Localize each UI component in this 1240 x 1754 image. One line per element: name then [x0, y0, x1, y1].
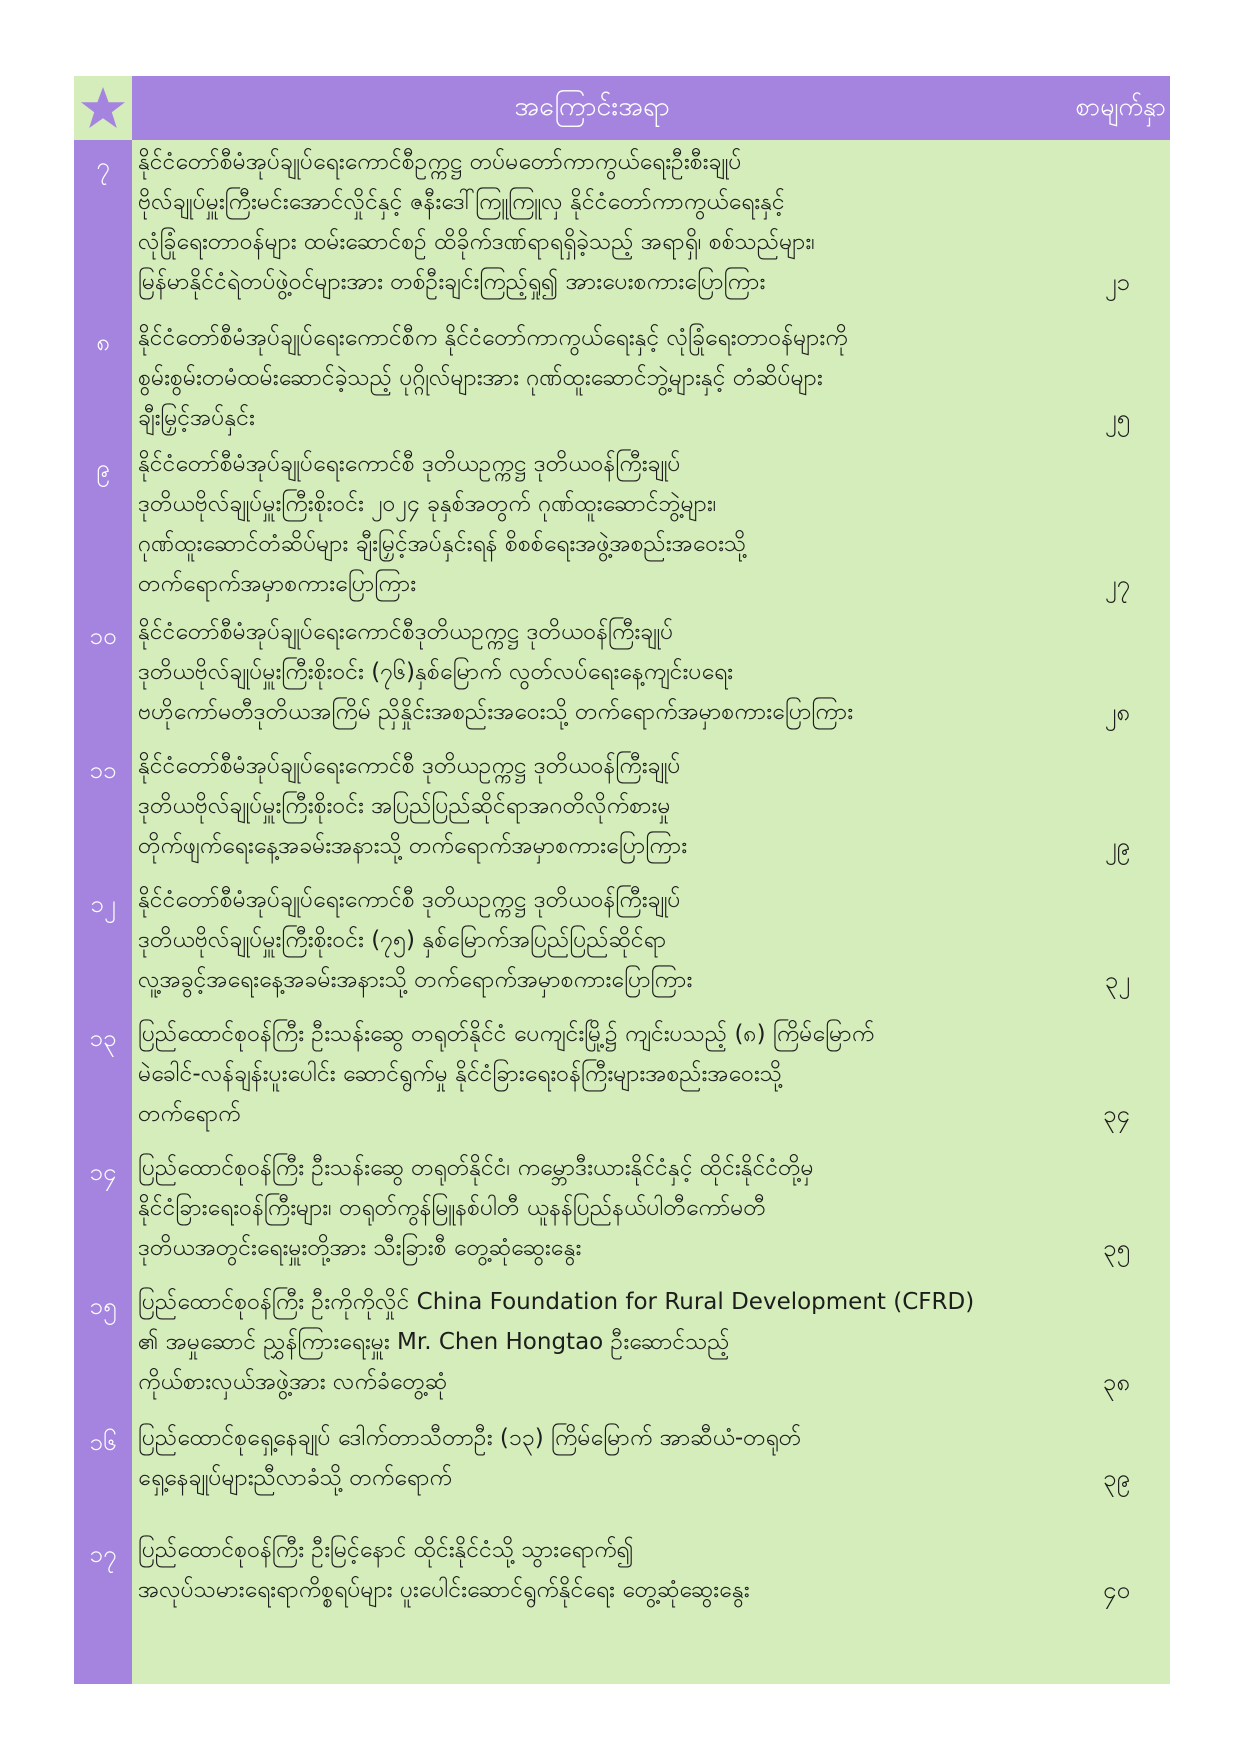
entry-title [138, 142, 1058, 302]
entry-title [138, 1282, 1058, 1402]
toc-entries [74, 140, 1170, 1684]
entry-title [138, 746, 1058, 866]
entry-title-line: လူ့အခွင့်အရေးနေ့အခမ်းအနားသို့ တက်ရောက်အမှာစကားပြောကြား [138, 967, 693, 993]
entry-title-line: ဗဟိုကော်မတီဒုတိယအကြိမ် ညှိနှိုင်းအစည်းအဝေးသို့ တက်ရောက်အမှာစကားပြောကြား [138, 699, 854, 725]
entry-title-line: တက်ရောက်အမှာစကားပြောကြား [138, 571, 417, 597]
entry-title-line: နိုင်ငံတော်စီမံအုပ်ချုပ်ရေးကောင်စီ ဒုတိယဥက္ကဋ္ဌ ဒုတိယဝန်ကြီးချုပ် [138, 753, 681, 779]
entry-title-line: ဗိုလ်ချုပ်မှူးကြီးမင်းအောင်လှိုင်နှင့် ဇနီးဒေါ်ကြူကြူလှ နိုင်ငံတော်ကာကွယ်ရေးနှင့် [138, 189, 785, 215]
entry-title-line: တက်ရောက် [138, 1101, 241, 1127]
entry-page-number: ၂၈ [1104, 698, 1130, 726]
entry-title [138, 318, 1058, 438]
entry-number: ၉ [96, 454, 110, 482]
entry-title-line: မဲခေါင်-လန်ချန်းပူးပေါင်း ဆောင်ရွက်မှု နိုင်ငံခြားရေးဝန်ကြီးများအစည်းအဝေးသို့ [138, 1061, 782, 1087]
entry-number: ၁၅ [89, 1292, 117, 1320]
entry-title-line: စွမ်းစွမ်းတမံထမ်းဆောင်ခဲ့သည့် ပုဂ္ဂိုလ်များအား ဂုဏ်ထူးဆောင်ဘွဲ့များနှင့် တံဆိပ်များ [138, 365, 823, 391]
entry-title-line: ပြည်ထောင်စုဝန်ကြီး ဦးသန်းဆွေ တရုတ်နိုင်ငံ ပေကျင်းမြို့၌ ကျင်းပသည့် (၈) ကြိမ်မြောက် [138, 1021, 875, 1047]
table-of-contents [74, 76, 1170, 1684]
entry-title-line: အလုပ်သမားရေးရာကိစ္စရပ်များ ပူးပေါင်းဆောင်ရွက်နိုင်ရေး တွေ့ဆုံဆွေးနွေး [138, 1577, 750, 1603]
entry-title-line: ဂုဏ်ထူးဆောင်တံဆိပ်များ ချီးမြှင့်အပ်နှင်းရန် စိစစ်ရေးအဖွဲ့အစည်းအဝေးသို့ [138, 531, 747, 557]
entry-title-line: ဒုတိယဗိုလ်ချုပ်မှူးကြီးစိုးဝင်း ၂၀၂၄ ခုနှစ်အတွက် ဂုဏ်ထူးဆောင်ဘွဲ့များ၊ [138, 491, 717, 517]
entry-title [138, 1148, 1058, 1268]
header-page-label: စာမျက်နှာ [1075, 92, 1166, 121]
entry-title-line: ကိုယ်စားလှယ်အဖွဲ့အား လက်ခံတွေ့ဆုံ [138, 1369, 448, 1395]
entry-page-number: ၃၄ [1103, 1100, 1130, 1128]
header-title: အကြောင်းအရာ [514, 91, 670, 122]
entry-title [138, 444, 1058, 604]
entry-title [138, 1530, 1058, 1610]
entry-title-line: တိုက်ဖျက်ရေးနေ့အခမ်းအနားသို့ တက်ရောက်အမှာစကားပြောကြား [138, 833, 688, 859]
entry-page-number: ၃၉ [1103, 1464, 1130, 1492]
entry-number: ၁၇ [89, 1540, 117, 1568]
entry-title-line: ပြည်ထောင်စုဝန်ကြီး ဦးမြင့်နောင် ထိုင်းနိုင်ငံသို့ သွားရောက်၍ [138, 1537, 634, 1563]
star-cell [74, 76, 132, 140]
entry-title [138, 1418, 1058, 1498]
entry-title-line: ပြည်ထောင်စုရှေ့နေချုပ် ဒေါက်တာသီတာဦး (၁၃) ကြိမ်မြောက် အာဆီယံ-တရုတ် [138, 1425, 802, 1451]
entry-title-line: ဒုတိယအတွင်းရေးမှူးတို့အား သီးခြားစီ တွေ့ဆုံဆွေးနွေး [138, 1235, 582, 1261]
entry-title-line: ပြည်ထောင်စုဝန်ကြီး ဦးသန်းဆွေ တရုတ်နိုင်ငံ၊ ကမ္ဘောဒီးယားနိုင်ငံနှင့် ထိုင်းနိုင်ငံတို့မှ [138, 1155, 814, 1181]
entry-title-line: ဒုတိယဗိုလ်ချုပ်မှူးကြီးစိုးဝင်း အပြည်ပြည်ဆိုင်ရာအဂတိလိုက်စားမှု [138, 793, 671, 819]
entry-number: ၁၄ [89, 1158, 117, 1186]
entry-page-number: ၃၂ [1104, 966, 1130, 994]
entry-title-line: နိုင်ငံတော်စီမံအုပ်ချုပ်ရေးကောင်စီဥက္ကဋ္ဌ တပ်မတော်ကာကွယ်ရေးဦးစီးချုပ် [138, 149, 742, 175]
entry-title-line: ချီးမြှင့်အပ်နှင်း [138, 405, 255, 431]
toc-header [74, 76, 1170, 140]
entry-title-line: နိုင်ငံတော်စီမံအုပ်ချုပ်ရေးကောင်စီ ဒုတိယဥက္ကဋ္ဌ ဒုတိယဝန်ကြီးချုပ် [138, 887, 681, 913]
entry-title [138, 1014, 1058, 1134]
entry-number: ၁၃ [89, 1024, 117, 1052]
entry-page-number: ၃၈ [1102, 1368, 1130, 1396]
entry-number: ၁၀ [89, 622, 117, 650]
entry-page-number: ၂၅ [1104, 404, 1130, 432]
entry-number: ၁၂ [90, 890, 116, 918]
entry-title-line: လုံခြုံရေးတာဝန်များ ထမ်းဆောင်စဉ် ထိခိုက်ဒဏ်ရာရရှိခဲ့သည့် အရာရှိ၊ စစ်သည်များ၊ [138, 229, 815, 255]
entry-page-number: ၂၉ [1104, 832, 1130, 860]
entry-title-line: ရှေ့နေချုပ်များညီလာခံသို့ တက်ရောက် [138, 1465, 452, 1491]
entry-number: ၈ [96, 328, 110, 356]
entry-title-line: နိုင်ငံခြားရေးဝန်ကြီးများ၊ တရုတ်ကွန်မြူနစ်ပါတီ ယူနန်ပြည်နယ်ပါတီကော်မတီ [138, 1195, 766, 1221]
entry-title-line: ၏ အမှုဆောင် ညွှန်ကြားရေးမှူး Mr. Chen Hongtao ဦးဆောင်သည့် [138, 1329, 730, 1355]
entry-title [138, 612, 1058, 732]
entry-title-line: ဒုတိယဗိုလ်ချုပ်မှူးကြီးစိုးဝင်း (၇၅) နှစ်မြောက်အပြည်ပြည်ဆိုင်ရာ [138, 927, 667, 953]
entry-number: ၇ [96, 152, 110, 180]
entry-page-number: ၂၇ [1104, 570, 1130, 598]
entry-page-number: ၄၀ [1103, 1576, 1130, 1604]
entry-title [138, 880, 1058, 1000]
entry-title-line: ပြည်ထောင်စုဝန်ကြီး ဦးကိုကိုလှိုင် China Foundation for Rural Development (CFRD) [138, 1289, 975, 1315]
entry-title-line: နိုင်ငံတော်စီမံအုပ်ချုပ်ရေးကောင်စီ ဒုတိယဥက္ကဋ္ဌ ဒုတိယဝန်ကြီးချုပ် [138, 451, 681, 477]
star-icon [80, 85, 126, 131]
entry-title-line: နိုင်ငံတော်စီမံအုပ်ချုပ်ရေးကောင်စီဒုတိယဥက္ကဋ္ဌ ဒုတိယဝန်ကြီးချုပ် [138, 619, 674, 645]
entry-title-line: နိုင်ငံတော်စီမံအုပ်ချုပ်ရေးကောင်စီက နိုင်ငံတော်ကာကွယ်ရေးနှင့် လုံခြုံရေးတာဝန်များကို [138, 325, 848, 351]
entry-title-line: ဒုတိယဗိုလ်ချုပ်မှူးကြီးစိုးဝင်း (၇၆)နှစ်မြောက် လွတ်လပ်ရေးနေ့ကျင်းပရေး [138, 659, 734, 685]
entry-page-number: ၂၁ [1104, 268, 1130, 296]
entry-page-number: ၃၅ [1103, 1234, 1130, 1262]
entry-number: ၁၆ [89, 1428, 117, 1456]
entry-title-line: မြန်မာနိုင်ငံရဲတပ်ဖွဲ့ဝင်များအား တစ်ဦးချင်းကြည့်ရှု၍ အားပေးစကားပြောကြား [138, 269, 766, 295]
entry-number: ၁၁ [89, 756, 117, 784]
